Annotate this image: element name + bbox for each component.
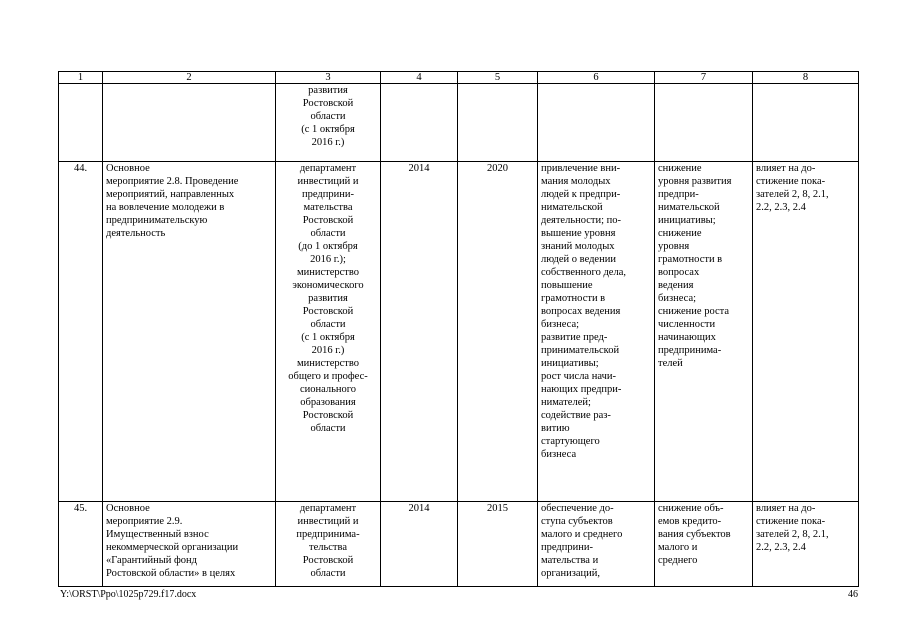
header-cell-6: 6 <box>538 72 655 84</box>
end-year: 2020 <box>487 163 508 174</box>
data-table <box>58 71 859 587</box>
header-cell-2: 2 <box>103 72 276 84</box>
header-cell-7: 7 <box>655 72 753 84</box>
executor: департамент инвестиций и предприни- мательства Ростовской области (до 1 октября 2016 г.); министерство экономического развития Ростовской области (с 1 октября 2016 г.) министерство общего и профес- сионального образования Ростовской области <box>288 163 368 434</box>
header-cell-4: 4 <box>381 72 458 84</box>
header-row <box>59 72 859 84</box>
expected-result: обеспечение до- ступа субъектов малого и среднего предприни- мательства и организаций, <box>541 503 623 579</box>
page-number: 46 <box>848 589 858 600</box>
continuation-row <box>59 84 859 162</box>
expected-result: привлечение вни- мания молодых людей к предпри- нимательской деятельности; по- вышение уровня знаний молодых людей о ведении собственного дела, повышение грамотности в вопросах ведения бизнеса; развитие пред- принимательской инициативы; рост числа начи- нающих предпри- нимателей; содействие раз- витию стартующего бизнеса <box>541 163 626 460</box>
measure-name: Основное мероприятие 2.9. Имущественный взнос некоммерческой организации «Гарантийный фонд Ростовской области» в целях <box>106 503 239 579</box>
header-cell-8: 8 <box>753 72 859 84</box>
indicators: влияет на до- стижение пока- зателей 2, 8, 2.1, 2.2, 2.3, 2.4 <box>756 163 829 213</box>
header-cell-5: 5 <box>458 72 538 84</box>
consequences: снижение уровня развития предпри- нимательской инициативы; снижение уровня грамотности в вопросах ведения бизнеса; снижение роста численности начинающих предпринима- телей <box>658 163 732 369</box>
start-year: 2014 <box>408 163 430 174</box>
table-row <box>59 162 859 502</box>
header-cell-1: 1 <box>59 72 103 84</box>
row-number: 45. <box>73 503 88 514</box>
indicators: влияет на до- стижение пока- зателей 2, 8, 2.1, 2.2, 2.3, 2.4 <box>756 503 829 553</box>
executor: департамент инвестиций и предпринима- тельства Ростовской области <box>296 503 360 579</box>
row-number: 44. <box>73 163 88 174</box>
table-row <box>59 502 859 587</box>
consequences: снижение объ- емов кредито- вания субъектов малого и среднего <box>658 503 731 566</box>
header-cell-3: 3 <box>276 72 381 84</box>
continuation-executor: развития Ростовской области (с 1 октября 2016 г.) <box>301 85 355 148</box>
start-year: 2014 <box>408 503 430 514</box>
measure-name: Основное мероприятие 2.8. Проведение мероприятий, направленных на вовлечение молодежи в предпринимательскую деятельность <box>106 163 239 239</box>
footer-file-path: Y:\ORST\Ppo\1025p729.f17.docx <box>60 589 197 600</box>
end-year: 2015 <box>487 503 508 514</box>
